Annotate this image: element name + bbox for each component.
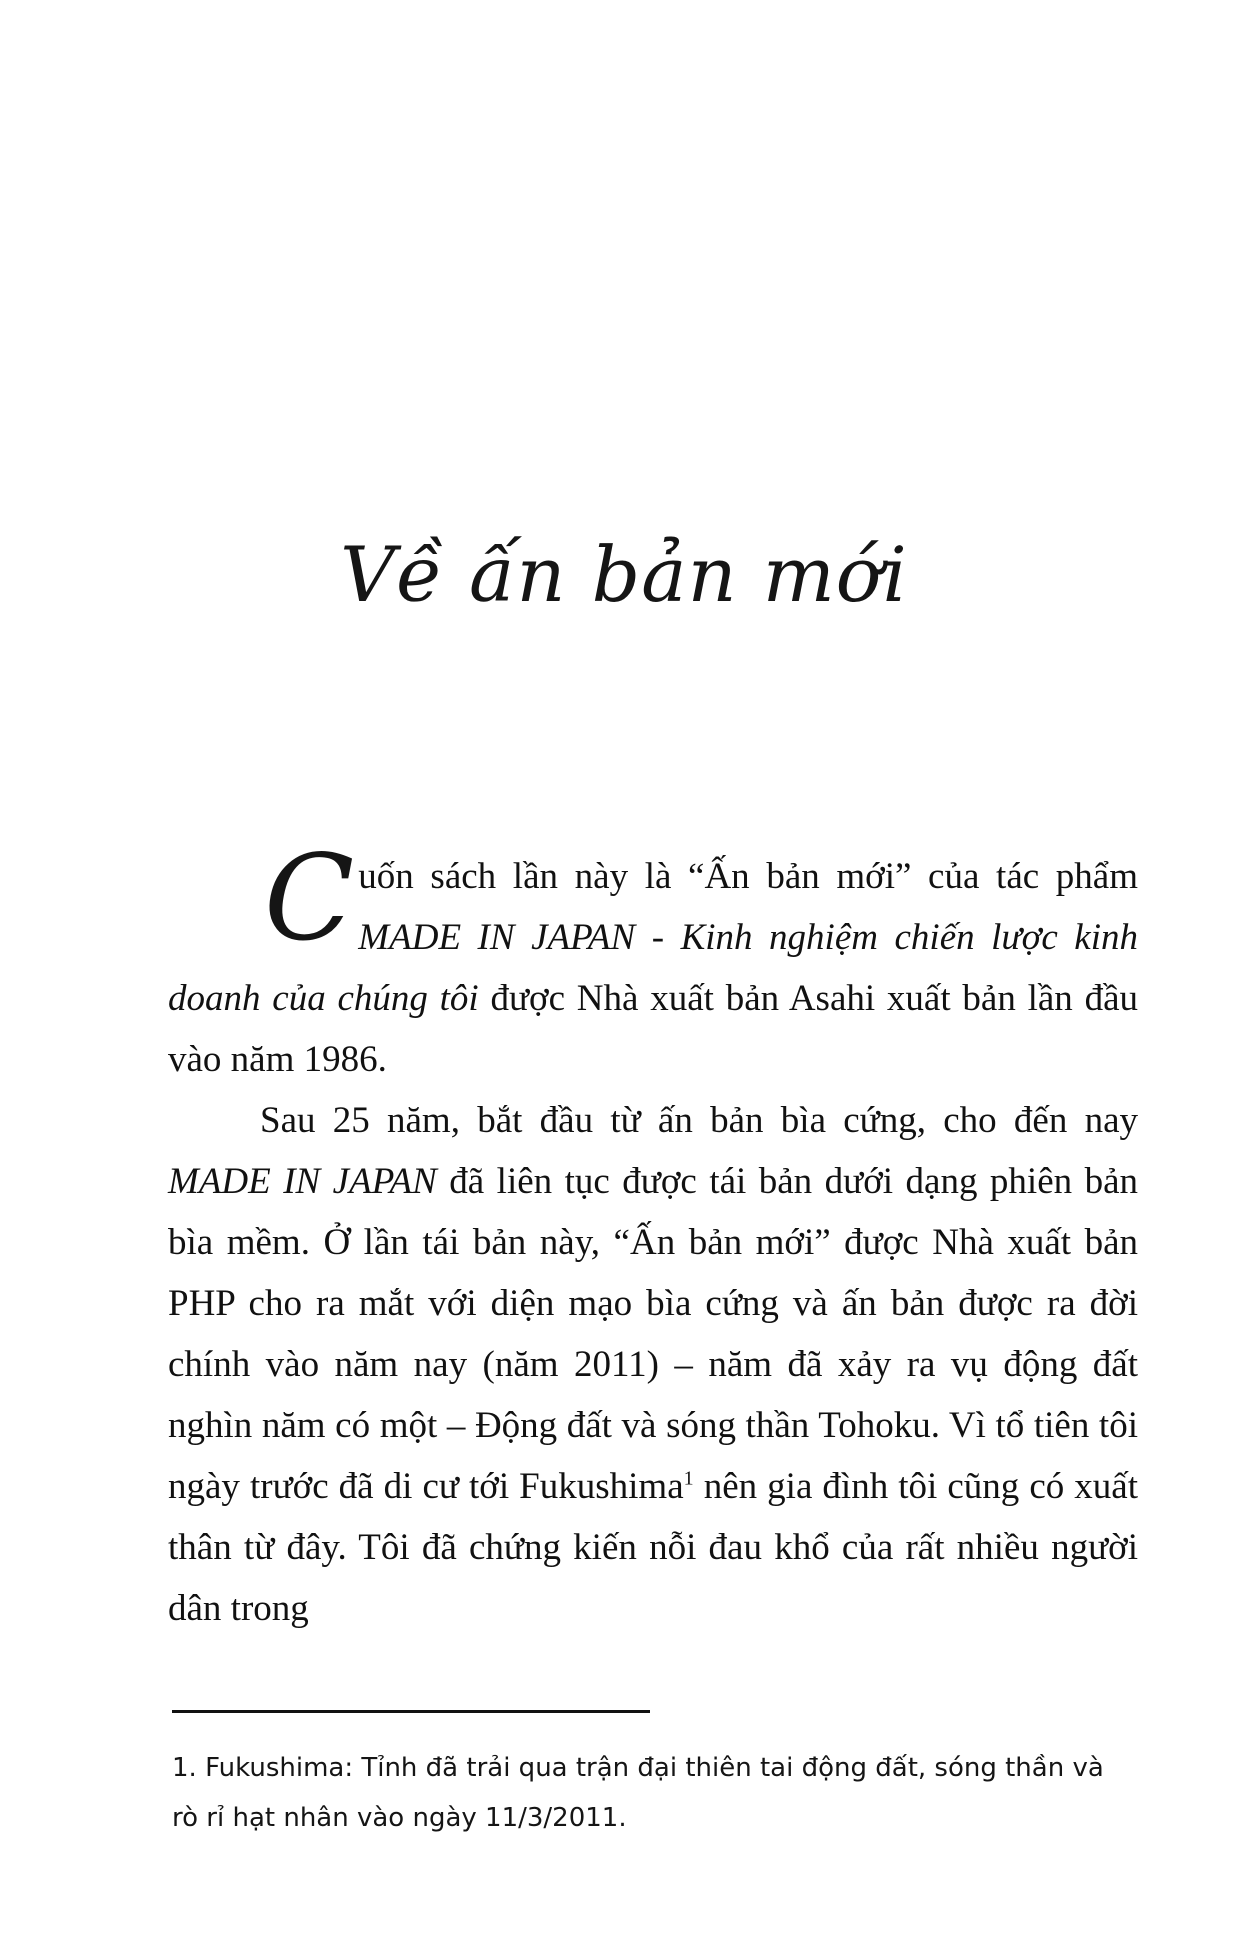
chapter-title: Về ấn bản mới (340, 530, 908, 619)
footnote: 1. Fukushima: Tỉnh đã trải qua trận đại thiên tai động đất, sóng thần và rò rỉ hạt nhân vào ngày 11/3/2011. (172, 1753, 1104, 1833)
book-title-italic-short: MADE IN JAPAN (168, 1161, 437, 1202)
paragraph-2-part2: đã liên tục được tái bản dưới dạng phiên bản bìa mềm. Ở lần tái bản này, “Ấn bản mới” được Nhà xuất bản PHP cho ra mắt với diện mạo bìa cứng và ấn bản được ra đời chính vào năm nay (năm 2011) – năm đã xảy ra vụ động đất nghìn năm có một – Động đất và sóng thần Tohoku. Vì tổ tiên tôi ngày trước đã di cư tới Fukushima (168, 1161, 1139, 1507)
drop-cap: C (264, 829, 355, 967)
paragraph-2-part1: Sau 25 năm, bắt đầu từ ấn bản bìa cứng, cho đến nay (260, 1100, 1138, 1141)
paragraph-1-lead: uốn sách lần này là “Ấn bản mới” của tác phẩm (358, 856, 1138, 897)
footnote-divider (172, 1710, 650, 1713)
book-title-italic: MADE IN JAPAN - Kinh nghiệm chiến lược kinh doanh của chúng tôi (168, 917, 1138, 1019)
body-text (168, 829, 1139, 1639)
paragraph-2-part3: nên gia đình tôi cũng có xuất thân từ đây. Tôi đã chứng kiến nỗi đau khổ của rất nhiều người dân trong (168, 1466, 1139, 1629)
footnote-reference: 1 (683, 1467, 694, 1490)
paragraph-2 (168, 1090, 1138, 1639)
paragraph-1 (168, 829, 1138, 1090)
paragraph-1-tail: được Nhà xuất bản Asahi xuất bản lần đầu vào năm 1986. (168, 978, 1138, 1080)
